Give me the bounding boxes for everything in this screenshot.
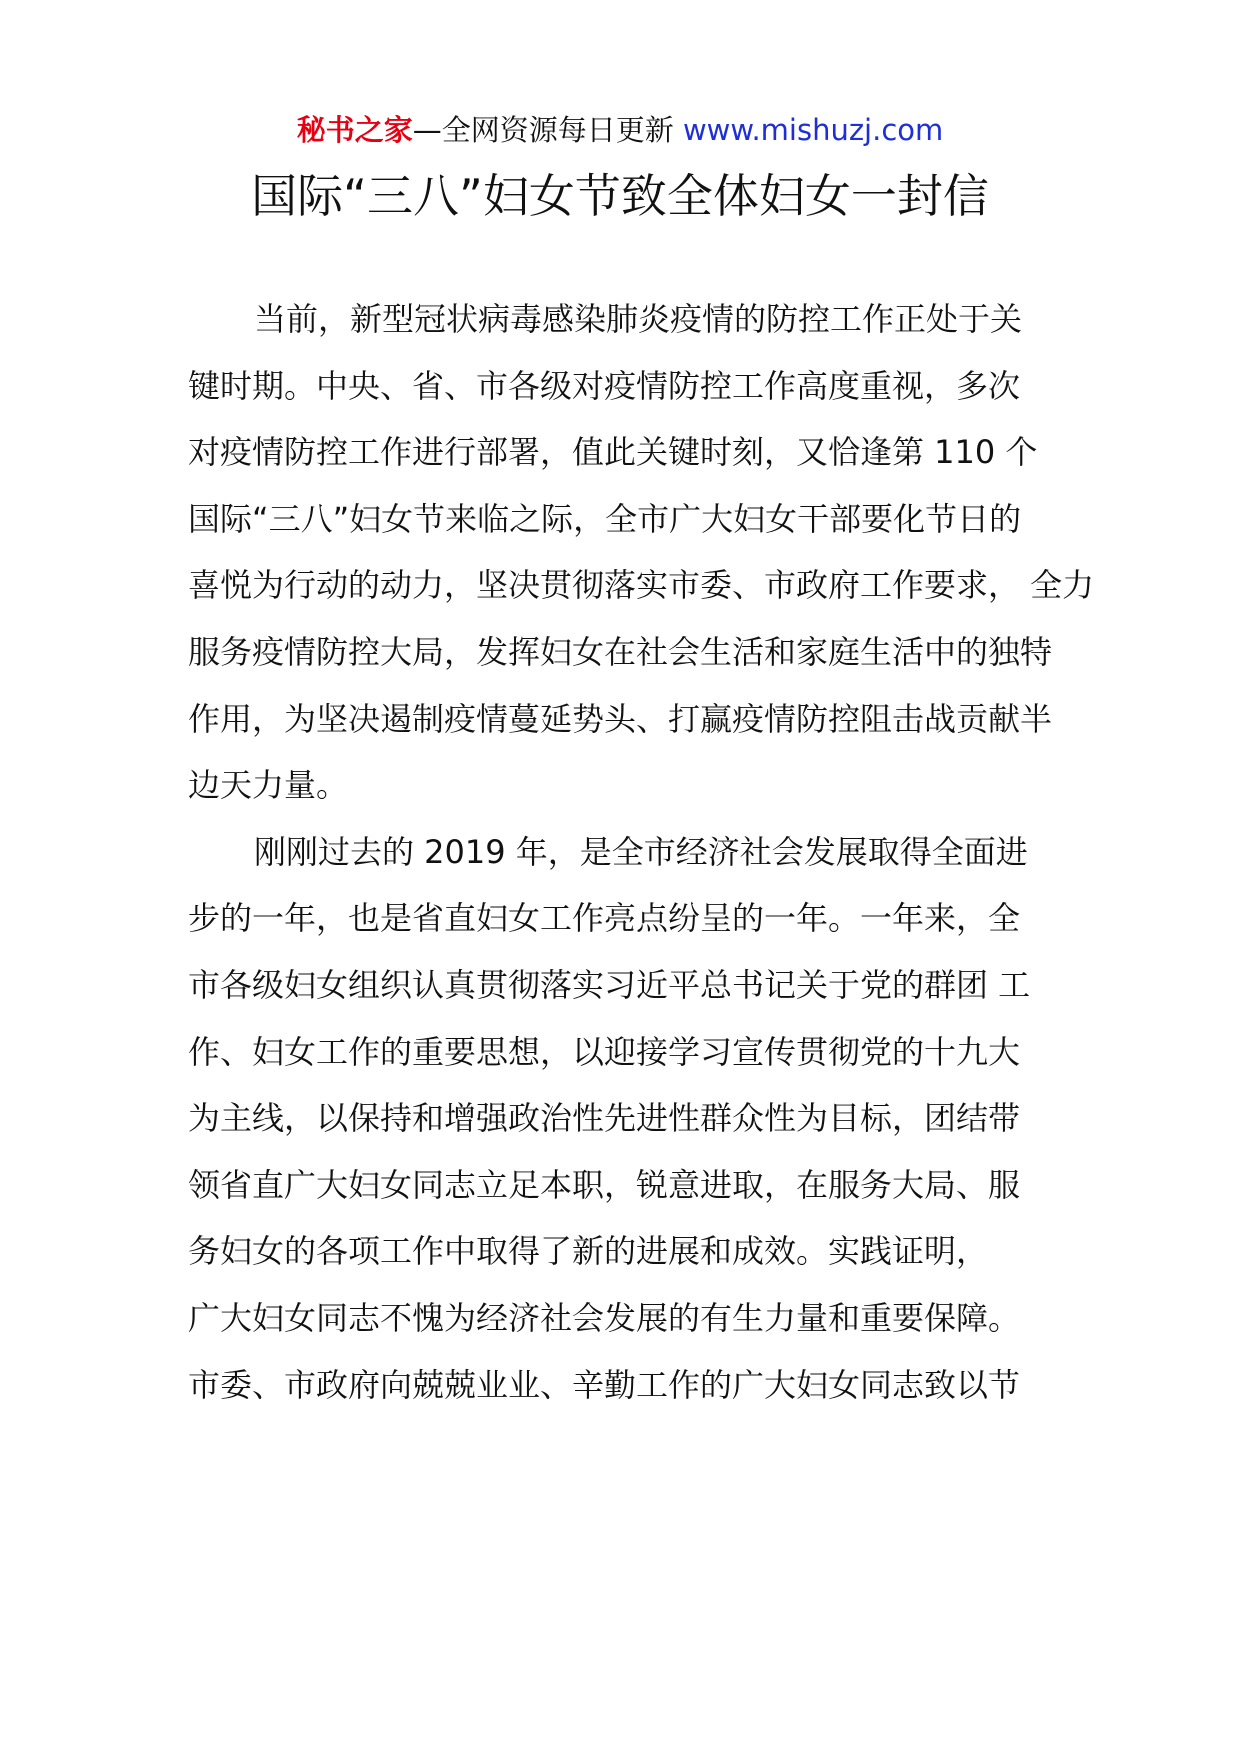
text-line: 作、妇女工作的重要思想，以迎接学习宣传贯彻党的十九大 <box>188 1032 1021 1071</box>
text-line: 键时期。中央、省、市各级对疫情防控工作高度重视，多次 <box>188 366 1021 405</box>
document-title: 国际“三八”妇女节致全体妇女一封信 <box>251 169 989 223</box>
text-line: 务妇女的各项工作中取得了新的进展和成效。实践证明， <box>188 1232 989 1271</box>
text-line: 喜悦为行动的动力，坚决贯彻落实市委、市政府工作要求， 全力 <box>188 566 1095 605</box>
text-line: 步的一年，也是省直妇女工作亮点纷呈的一年。一年来，全 <box>188 899 1021 938</box>
text-line: 当前，新型冠状病毒感染肺炎疫情的防控工作正处于关 <box>254 300 1023 338</box>
site-url-link[interactable]: www.mishuzj.com <box>682 113 944 147</box>
site-banner <box>0 108 1240 152</box>
text-line: 为主线，以保持和增强政治性先进性群众性为目标，团结带 <box>188 1099 1021 1138</box>
text-line: 服务疫情防控大局，发挥妇女在社会生活和家庭生活中的独特 <box>188 632 1053 671</box>
text-line: 刚刚过去的 2019 年，是全市经济社会发展取得全面进 <box>254 832 1028 871</box>
text-line: 对疫情防控工作进行部署，值此关键时刻，又恰逢第 110 个 <box>188 433 1038 472</box>
text-line: 市各级妇女组织认真贯彻落实习近平总书记关于党的群团 工 <box>188 965 1031 1004</box>
text-line: 边天力量。 <box>188 766 349 805</box>
text-line: 广大妇女同志不愧为经济社会发展的有生力量和重要保障。 <box>188 1298 1021 1337</box>
brand-name: 秘书之家 <box>296 113 413 147</box>
text-line: 市委、市政府向兢兢业业、辛勤工作的广大妇女同志致以节 <box>188 1365 1021 1404</box>
document-body <box>188 286 1095 1418</box>
text-line: 国际“三八”妇女节来临之际，全市广大妇女干部要化节日的 <box>188 499 1022 538</box>
text-line: 作用，为坚决遏制疫情蔓延势头、打赢疫情防控阻击战贡献半 <box>188 699 1053 738</box>
banner-tagline: —全网资源每日更新 <box>412 113 683 147</box>
text-line: 领省直广大妇女同志立足本职，锐意进取，在服务大局、服 <box>188 1165 1021 1204</box>
